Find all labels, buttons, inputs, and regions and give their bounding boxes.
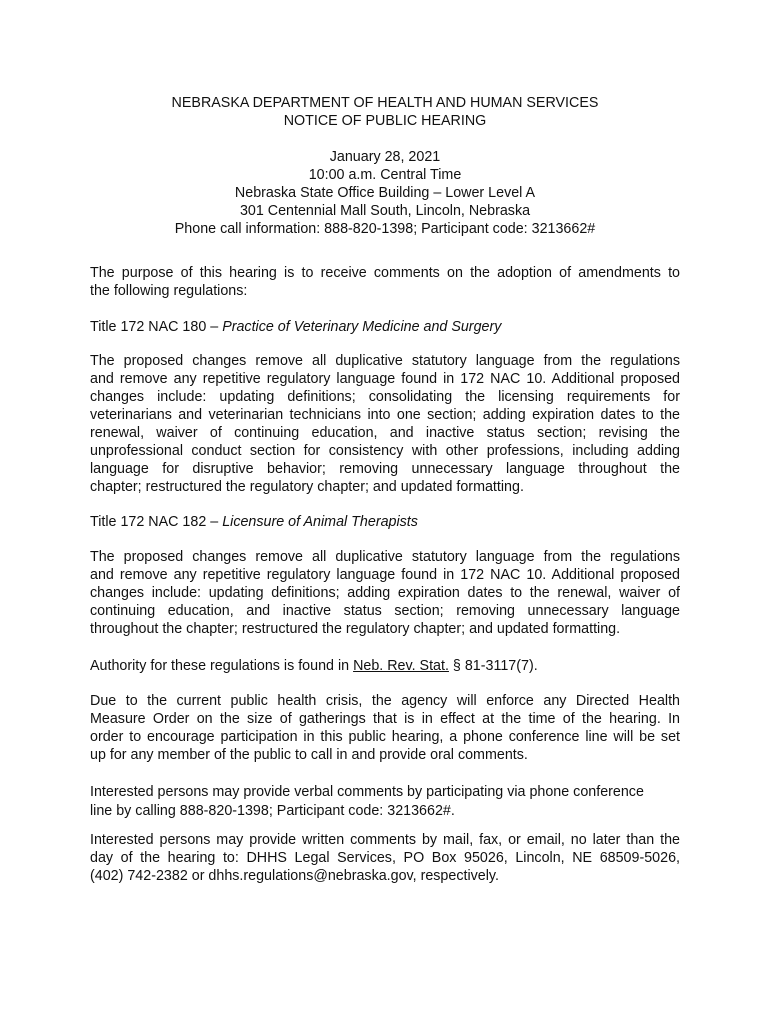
notice-title: NOTICE OF PUBLIC HEARING [283, 113, 487, 129]
text-line: order to encourage participation in this public hearing, a phone conference line will be set [90, 729, 680, 745]
text-line: Interested persons may provide written comments by mail, fax, or email, no later than the [90, 832, 680, 848]
text-line: throughout the chapter; restructured the regulatory chapter; and updated formatting. [90, 621, 621, 637]
department-title: NEBRASKA DEPARTMENT OF HEALTH AND HUMAN SERVICES [171, 95, 599, 111]
text-line: line by calling 888-820-1398; Participant code: 3213662#. [90, 803, 455, 819]
text-line: changes include: updating definitions; consolidating the licensing requirements for [90, 389, 680, 405]
text-line: chapter; restructured the regulatory chapter; and updated formatting. [90, 479, 524, 495]
text-line: the following regulations: [90, 283, 248, 299]
health-crisis-paragraph [90, 692, 680, 764]
text-line: changes include: updating definitions; adding expiration dates to the renewal, waiver of [90, 585, 680, 601]
purpose-paragraph [90, 264, 680, 300]
text-line: The purpose of this hearing is to receive comments on the adoption of amendments to [90, 265, 680, 281]
text-line: The proposed changes remove all duplicative statutory language from the regulations [90, 549, 680, 565]
text-line: Due to the current public health crisis, the agency will enforce any Directed Health [90, 693, 680, 709]
text-line: language for disruptive behavior; removing unnecessary language throughout the [90, 461, 680, 477]
statute-reference: Neb. Rev. Stat. [353, 658, 449, 674]
text-line: (402) 742-2382 or dhhs.regulations@nebraska.gov, respectively. [90, 868, 499, 884]
text-line: and remove any repetitive regulatory language found in 172 NAC 10. Additional proposed [90, 567, 680, 583]
text-line: Interested persons may provide verbal comments by participating via phone conference [90, 784, 644, 800]
meeting-details [0, 148, 770, 238]
title-182-paragraph [90, 548, 680, 638]
authority-prefix: Authority for these regulations is found in [90, 658, 354, 674]
text-line: and remove any repetitive regulatory language found in 172 NAC 10. Additional proposed [90, 371, 680, 387]
text-line: up for any member of the public to call in and provide oral comments. [90, 747, 528, 763]
text-line: veterinarians and veterinarian technicians into one section; adding expiration dates to the [90, 407, 680, 423]
text-line: day of the hearing to: DHHS Legal Services, PO Box 95026, Lincoln, NE 68509-5026, [90, 850, 680, 866]
title-180-paragraph [90, 352, 680, 496]
authority-suffix: § 81-3117(7). [448, 658, 538, 674]
meeting-building: Nebraska State Office Building – Lower Level A [234, 185, 536, 201]
meeting-date: January 28, 2021 [329, 149, 441, 165]
title-180-name: Practice of Veterinary Medicine and Surgery [222, 319, 502, 335]
notice-header [0, 94, 770, 130]
written-comments-paragraph [90, 831, 680, 885]
title-182-prefix: Title 172 NAC 182 – [90, 514, 223, 530]
text-line: Measure Order on the size of gatherings that is in effect at the time of the hearing. In [90, 711, 680, 727]
title-180-heading [90, 318, 680, 336]
text-line: The proposed changes remove all duplicative statutory language from the regulations [90, 353, 680, 369]
meeting-address: 301 Centennial Mall South, Lincoln, Nebraska [239, 203, 531, 219]
text-line: renewal, waiver of continuing education, and inactive status section; revising the [90, 425, 680, 441]
meeting-phone: Phone call information: 888-820-1398; Participant code: 3213662# [174, 221, 596, 237]
title-182-name: Licensure of Animal Therapists [222, 514, 418, 530]
text-line: continuing education, and inactive status section; removing unnecessary language [90, 603, 680, 619]
title-182-heading [90, 513, 680, 531]
text-line: unprofessional conduct section for consistency with other professions, including adding [90, 443, 680, 459]
meeting-time: 10:00 a.m. Central Time [308, 167, 462, 183]
authority-paragraph [90, 657, 680, 675]
title-180-prefix: Title 172 NAC 180 – [90, 319, 223, 335]
verbal-comments-paragraph [90, 783, 680, 821]
